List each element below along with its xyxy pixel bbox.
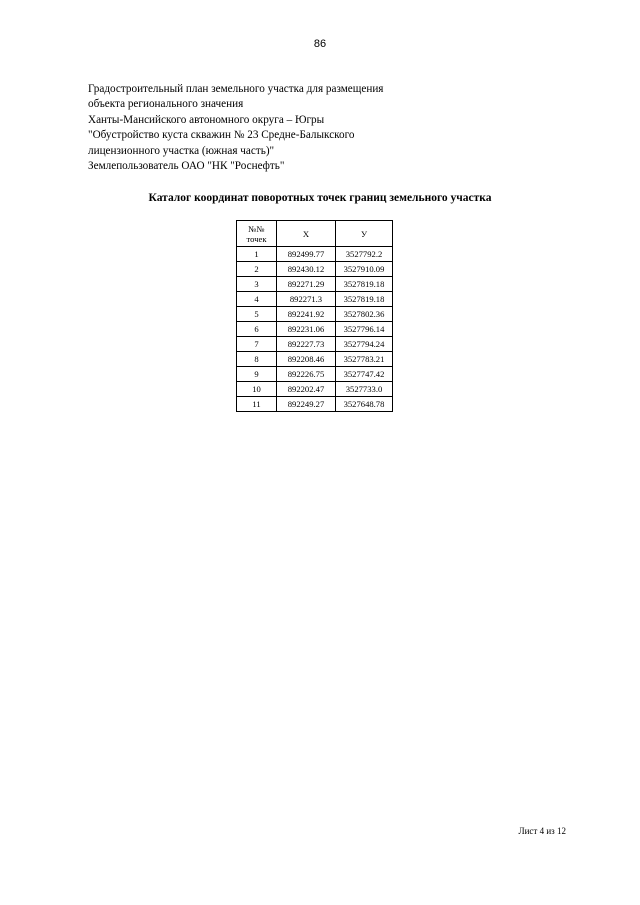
point-number-cell: 10 (237, 382, 277, 397)
document-header (88, 82, 448, 174)
table-row (237, 382, 393, 397)
y-coordinate-cell: 3527802.36 (336, 307, 393, 322)
point-number-cell: 9 (237, 367, 277, 382)
header-line: Градостроительный план земельного участка для размещения (88, 83, 384, 95)
table-row (237, 322, 393, 337)
sheet-footer: Лист 4 из 12 (518, 826, 566, 836)
table-row (237, 352, 393, 367)
table-row (237, 397, 393, 412)
x-coordinate-cell: 892208.46 (277, 352, 336, 367)
y-coordinate-cell: 3527792.2 (336, 247, 393, 262)
y-coordinate-cell: 3527747.42 (336, 367, 393, 382)
table-row (237, 292, 393, 307)
table-header-row (237, 221, 393, 247)
point-number-cell: 5 (237, 307, 277, 322)
table-row (237, 307, 393, 322)
y-coordinate-cell: 3527648.78 (336, 397, 393, 412)
x-coordinate-cell: 892271.3 (277, 292, 336, 307)
y-coordinate-cell: 3527783.21 (336, 352, 393, 367)
table-row (237, 337, 393, 352)
point-number-cell: 4 (237, 292, 277, 307)
x-coordinate-cell: 892241.92 (277, 307, 336, 322)
y-coordinate-cell: 3527796.14 (336, 322, 393, 337)
x-coordinate-cell: 892226.75 (277, 367, 336, 382)
header-point-number (237, 221, 277, 247)
x-coordinate-cell: 892499.77 (277, 247, 336, 262)
point-number-cell: 2 (237, 262, 277, 277)
x-coordinate-cell: 892249.27 (277, 397, 336, 412)
point-number-cell: 11 (237, 397, 277, 412)
header-point-number-line1: №№ (248, 223, 265, 234)
table-row (237, 277, 393, 292)
header-line: "Обустройство куста скважин № 23 Средне-Балыкского (88, 129, 355, 142)
header-line: Ханты-Мансийского автономного округа – Югры (88, 113, 325, 126)
y-coordinate-cell: 3527819.18 (336, 292, 393, 307)
point-number-cell: 1 (237, 247, 277, 262)
x-coordinate-cell: 892231.06 (277, 322, 336, 337)
x-coordinate-cell: 892227.73 (277, 337, 336, 352)
y-coordinate-cell: 3527794.24 (336, 337, 393, 352)
header-x: X (277, 221, 336, 247)
x-coordinate-cell: 892271.29 (277, 277, 336, 292)
table-row (237, 367, 393, 382)
y-coordinate-cell: 3527910.09 (336, 262, 393, 277)
point-number-cell: 6 (237, 322, 277, 337)
point-number-cell: 7 (237, 337, 277, 352)
page-number: 86 (313, 38, 327, 50)
header-line: Землепользователь ОАО "НК "Роснефть" (88, 160, 285, 173)
table-row (237, 247, 393, 262)
coordinates-table (236, 220, 393, 412)
header-line: лицензионного участка (южная часть)" (88, 144, 275, 157)
header-line: объекта регионального значения (88, 98, 244, 111)
header-point-number-line2: точек (246, 233, 267, 244)
y-coordinate-cell: 3527819.18 (336, 277, 393, 292)
point-number-cell: 3 (237, 277, 277, 292)
catalog-title: Каталог координат поворотных точек границ земельного участка (148, 192, 492, 204)
table-row (237, 262, 393, 277)
x-coordinate-cell: 892430.12 (277, 262, 336, 277)
point-number-cell: 8 (237, 352, 277, 367)
x-coordinate-cell: 892202.47 (277, 382, 336, 397)
header-y: У (336, 221, 393, 247)
table-body (237, 247, 393, 412)
y-coordinate-cell: 3527733.0 (336, 382, 393, 397)
